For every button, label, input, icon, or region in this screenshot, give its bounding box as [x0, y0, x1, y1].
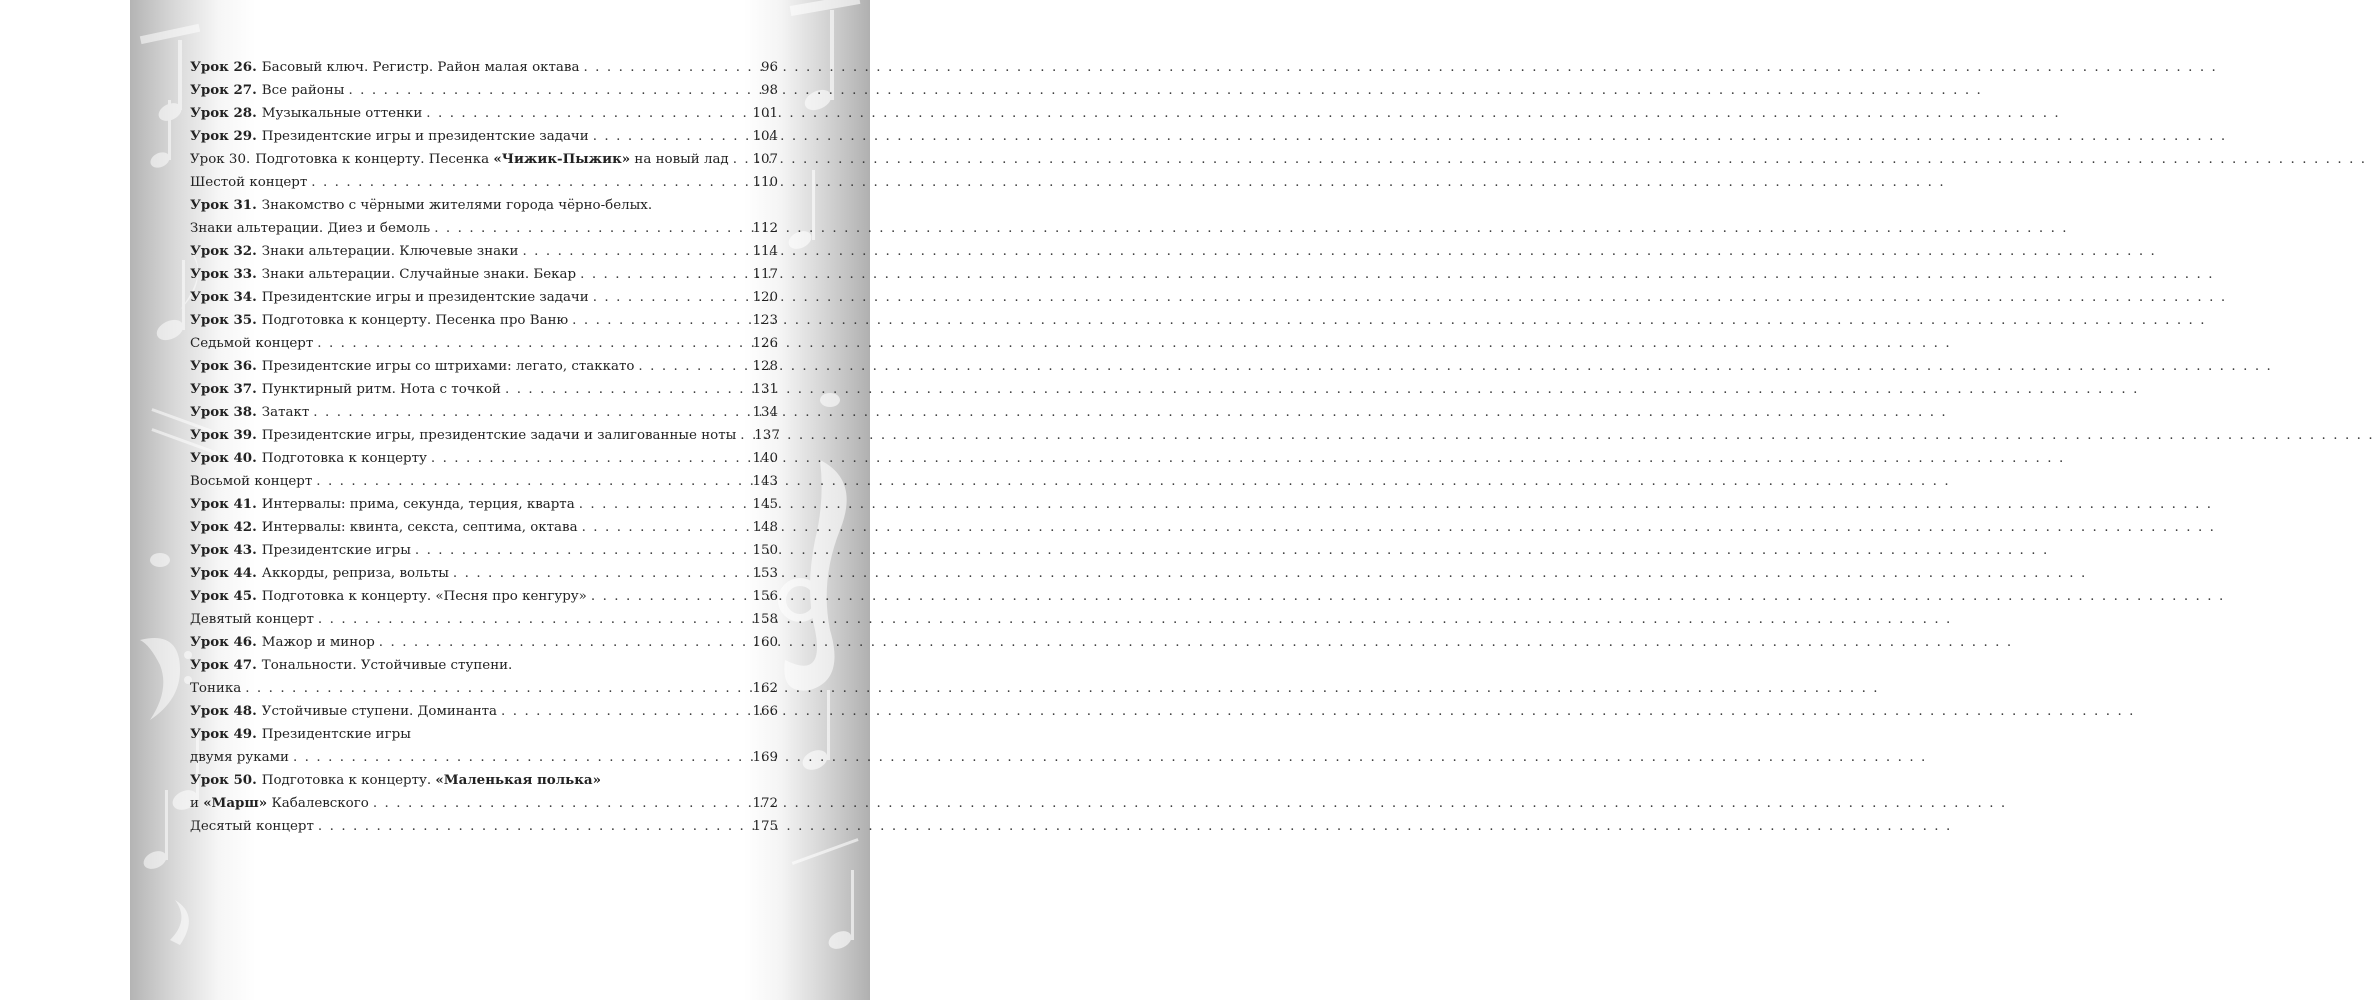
- toc-title: Знаки альтерации. Ключевые знаки: [261, 244, 519, 259]
- toc-entry: [190, 171, 778, 194]
- toc-dot-leader: [313, 401, 748, 424]
- toc-entry: [190, 631, 778, 654]
- toc-dot-leader: [348, 79, 752, 102]
- toc-title: Знаки альтерации. Случайные знаки. Бекар: [261, 267, 577, 282]
- toc-dot-leader: [317, 332, 748, 355]
- toc-title: Тональности. Устойчивые ступени.: [261, 658, 513, 673]
- toc-dot-leader: [591, 585, 749, 608]
- toc-page-number: 117: [752, 267, 778, 282]
- toc-page-number: 140: [752, 451, 778, 466]
- toc-dot-leader: [501, 700, 748, 723]
- toc-title: Интервалы: квинта, секста, септима, октава: [261, 520, 578, 535]
- toc-line: [190, 493, 778, 516]
- toc-entry: [190, 447, 778, 470]
- toc-page-number: 166: [752, 704, 778, 719]
- toc-line: [190, 631, 778, 654]
- toc-page-number: 128: [752, 359, 778, 374]
- toc-line: [190, 746, 778, 769]
- toc-dot-leader: [740, 424, 750, 447]
- toc-title-part: Кабалевского: [267, 796, 369, 811]
- toc-lesson-number: Урок 38.: [190, 404, 257, 420]
- toc-title: Девятый концерт: [190, 612, 314, 627]
- toc-lesson-number: Урок 28.: [190, 105, 257, 121]
- toc-lesson-number: Урок 48.: [190, 703, 257, 719]
- toc-line: [190, 470, 778, 493]
- toc-entry: [190, 56, 778, 79]
- toc-title: Подготовка к концерту: [261, 451, 427, 466]
- toc-title: Мажор и минор: [261, 635, 375, 650]
- toc-dot-leader: [583, 56, 752, 79]
- toc-title: Президентские игры: [261, 727, 411, 742]
- toc-title: Знакомство с чёрными жителями города чёрно-белых.: [261, 198, 653, 213]
- toc-dot-leader: [434, 217, 748, 240]
- toc-title-part: и: [190, 796, 204, 811]
- toc-lesson-number: Урок 35.: [190, 312, 257, 328]
- toc-page-number: 114: [752, 244, 778, 259]
- toc-entry: [190, 608, 778, 631]
- toc-line: [190, 79, 778, 102]
- toc-title-continuation: двумя руками: [190, 750, 289, 765]
- toc-page-number: 104: [752, 129, 778, 144]
- toc-dot-leader: [245, 677, 748, 700]
- toc-page-number: 96: [760, 60, 778, 75]
- toc-entry: [190, 401, 778, 424]
- toc-lesson-number: Урок 49.: [190, 726, 257, 742]
- toc-page-number: 169: [752, 750, 778, 765]
- toc-lesson-number: Урок 46.: [190, 634, 257, 650]
- toc-entry: [190, 516, 778, 539]
- toc-title-part: Подготовка к концерту. Песенка: [255, 152, 494, 167]
- toc-entry: [190, 355, 778, 378]
- toc-lesson-number: Урок 40.: [190, 450, 257, 466]
- toc-line: [190, 424, 778, 447]
- toc-line: [190, 677, 778, 700]
- toc-dot-leader: [373, 792, 749, 815]
- toc-entry: [190, 424, 778, 447]
- toc-dot-leader: [316, 470, 748, 493]
- toc-dot-leader: [426, 102, 748, 125]
- toc-lesson-number: Урок 26.: [190, 59, 257, 75]
- toc-line: [190, 654, 778, 677]
- toc-page-number: 150: [752, 543, 778, 558]
- toc-line: [190, 815, 778, 838]
- toc-line: [190, 723, 778, 746]
- toc-page-number: 134: [752, 405, 778, 420]
- toc-page-number: 120: [752, 290, 778, 305]
- toc-entry: [190, 240, 778, 263]
- toc-line: [190, 332, 778, 355]
- toc-dot-leader: [572, 309, 748, 332]
- toc-title: Президентские игры и президентские задачи: [261, 290, 589, 305]
- toc-entry: [190, 769, 778, 815]
- toc-entry: [190, 125, 778, 148]
- toc-lesson-number: Урок 29.: [190, 128, 257, 144]
- toc-line: [190, 585, 778, 608]
- toc-entry: [190, 194, 778, 240]
- toc-title: [262, 773, 601, 788]
- toc-lesson-number: Урок 33.: [190, 266, 257, 282]
- toc-dot-leader: [579, 493, 749, 516]
- toc-line: [190, 378, 778, 401]
- toc-line: [190, 125, 778, 148]
- toc-line: [190, 792, 778, 815]
- toc-line: [190, 240, 778, 263]
- toc-line: [190, 539, 778, 562]
- toc-page-number: 162: [752, 681, 778, 696]
- toc-entry: [190, 585, 778, 608]
- toc-page-number: 148: [752, 520, 778, 535]
- toc-line: [190, 56, 778, 79]
- toc-entry: [190, 562, 778, 585]
- toc-title: [255, 148, 728, 171]
- toc-page-number: 131: [752, 382, 778, 397]
- toc-lesson-number: Урок 47.: [190, 657, 257, 673]
- toc-dot-leader: [593, 286, 749, 309]
- toc-line: [190, 309, 778, 332]
- toc-title: Подготовка к концерту. «Песня про кенгуру»: [261, 589, 587, 604]
- toc-page-number: 160: [752, 635, 778, 650]
- toc-entry: [190, 286, 778, 309]
- toc-line: [190, 516, 778, 539]
- toc-title: Десятый концерт: [190, 819, 314, 834]
- toc-title-part: «Марш»: [203, 795, 268, 811]
- toc-entry: [190, 815, 778, 838]
- toc-line: [190, 355, 778, 378]
- toc-title-part: «Маленькая полька»: [435, 772, 601, 788]
- toc-entry: [190, 470, 778, 493]
- toc-page-number: 137: [754, 428, 780, 443]
- toc-title: Устойчивые ступени. Доминанта: [261, 704, 498, 719]
- toc-page-number: 156: [752, 589, 778, 604]
- toc-title: Музыкальные оттенки: [261, 106, 423, 121]
- toc-title: Президентские игры: [261, 543, 411, 558]
- toc-line: [190, 263, 778, 286]
- toc-title-continuation: [190, 792, 369, 815]
- toc-page-number: 143: [752, 474, 778, 489]
- toc-title: Все районы: [261, 83, 345, 98]
- toc-page-number: 158: [752, 612, 778, 627]
- toc-title: Пунктирный ритм. Нота с точкой: [261, 382, 501, 397]
- toc-lesson-number: Урок 50.: [190, 772, 257, 788]
- toc-entry: [190, 332, 778, 355]
- toc-line: [190, 102, 778, 125]
- toc-line: [190, 148, 778, 171]
- toc-lesson-number: Урок 41.: [190, 496, 257, 512]
- toc-lesson-number: Урок 42.: [190, 519, 257, 535]
- toc-dot-leader: [311, 171, 748, 194]
- toc-dot-leader: [415, 539, 749, 562]
- toc-dot-leader: [453, 562, 749, 585]
- toc-entry: [190, 102, 778, 125]
- toc-page-number: 126: [752, 336, 778, 351]
- toc-page-number: 101: [752, 106, 778, 121]
- toc-line: [190, 401, 778, 424]
- toc-entry: [190, 309, 778, 332]
- toc-title: Президентские игры со штрихами: легато, стаккато: [261, 359, 635, 374]
- toc-page-number: 110: [752, 175, 778, 190]
- toc-entry: [190, 378, 778, 401]
- toc-title-part: Подготовка к концерту.: [261, 773, 436, 788]
- toc-dot-leader: [580, 263, 748, 286]
- toc-title: Подготовка к концерту. Песенка про Ваню: [261, 313, 569, 328]
- toc-lesson-number: Урок 43.: [190, 542, 257, 558]
- toc-lesson-number: Урок 31.: [190, 197, 257, 213]
- toc-line: [190, 562, 778, 585]
- toc-title-part: на новый лад: [630, 152, 729, 167]
- toc-page-number: 123: [752, 313, 778, 328]
- toc-lesson-number: Урок 44.: [190, 565, 257, 581]
- toc-dot-leader: [733, 148, 749, 171]
- toc-entry: [190, 539, 778, 562]
- toc-title: Восьмой концерт: [190, 474, 313, 489]
- toc-lesson-number: Урок 36.: [190, 358, 257, 374]
- toc-title: Президентские игры, президентские задачи и залигованные ноты: [261, 428, 737, 443]
- toc-line: [190, 194, 778, 217]
- toc-dot-leader: [431, 447, 749, 470]
- toc-lesson-number: Урок 27.: [190, 82, 257, 98]
- toc-entry: [190, 148, 778, 171]
- toc-entry: [190, 263, 778, 286]
- toc-line: [190, 608, 778, 631]
- toc-page-number: 175: [752, 819, 778, 834]
- toc-title-continuation: Тоника: [190, 681, 242, 696]
- toc-entry: [190, 493, 778, 516]
- toc-page-number: 112: [752, 221, 778, 236]
- toc-line: [190, 171, 778, 194]
- toc-dot-leader: [318, 608, 749, 631]
- toc-line: [190, 769, 778, 792]
- toc-lesson-number: Урок 34.: [190, 289, 257, 305]
- toc-entry: [190, 723, 778, 769]
- toc-title-part: «Чижик-Пыжик»: [493, 151, 631, 167]
- toc-line: [190, 700, 778, 723]
- toc-dot-leader: [638, 355, 748, 378]
- toc-page-number: 145: [752, 497, 778, 512]
- toc-title: Шестой концерт: [190, 175, 308, 190]
- toc-lesson-number: Урок 37.: [190, 381, 257, 397]
- toc-lesson-number: Урок 45.: [190, 588, 257, 604]
- toc-entry: [190, 654, 778, 700]
- toc-title: Президентские игры и президентские задачи: [261, 129, 589, 144]
- toc-dot-leader: [293, 746, 749, 769]
- toc-title: Аккорды, реприза, вольты: [261, 566, 449, 581]
- toc-page-number: 172: [752, 796, 778, 811]
- toc-line: [190, 217, 778, 240]
- toc-entry: [190, 79, 778, 102]
- book-page: [130, 0, 870, 1000]
- toc-page-number: 153: [752, 566, 778, 581]
- toc-line: [190, 286, 778, 309]
- toc-page-number: 98: [760, 83, 778, 98]
- toc-title-continuation: Знаки альтерации. Диез и бемоль: [190, 221, 431, 236]
- toc-title: Интервалы: прима, секунда, терция, кварта: [261, 497, 575, 512]
- toc-title: Басовый ключ. Регистр. Район малая октава: [261, 60, 580, 75]
- toc-entry: [190, 700, 778, 723]
- toc-lesson-number: Урок 39.: [190, 427, 257, 443]
- table-of-contents: [190, 56, 778, 838]
- toc-title: Затакт: [261, 405, 310, 420]
- toc-page-number: 107: [752, 152, 778, 167]
- toc-dot-leader: [505, 378, 748, 401]
- toc-lesson-number: Урок 32.: [190, 243, 257, 259]
- toc-dot-leader: [522, 240, 748, 263]
- toc-dot-leader: [582, 516, 749, 539]
- toc-line: [190, 447, 778, 470]
- toc-dot-leader: [379, 631, 749, 654]
- toc-title: Седьмой концерт: [190, 336, 314, 351]
- toc-dot-leader: [593, 125, 749, 148]
- toc-lesson-number: Урок 30.: [190, 152, 251, 167]
- toc-dot-leader: [318, 815, 749, 838]
